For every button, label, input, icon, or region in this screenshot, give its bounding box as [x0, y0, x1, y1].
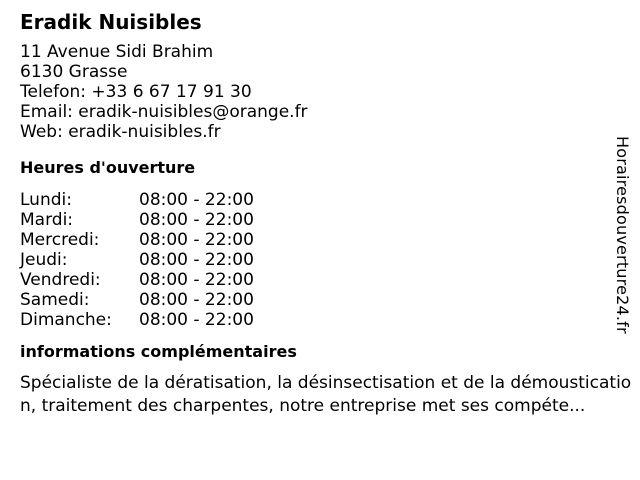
- day-hours: 08:00 - 22:00: [139, 230, 254, 250]
- day-hours: 08:00 - 22:00: [139, 210, 254, 230]
- day-label: Mercredi:: [20, 230, 100, 250]
- phone-line[interactable]: Telefon: +33 6 67 17 91 30: [20, 82, 252, 102]
- day-hours: 08:00 - 22:00: [139, 270, 254, 290]
- hours-row-dimanche: [20, 310, 620, 330]
- email-line[interactable]: Email: eradik-nuisibles@orange.fr: [20, 102, 308, 122]
- web-line[interactable]: Web: eradik-nuisibles.fr: [20, 122, 221, 142]
- side-brand-watermark: Horairesdouverture24.fr: [613, 136, 632, 334]
- contact-block: [20, 42, 620, 142]
- day-hours: 08:00 - 22:00: [139, 190, 254, 210]
- hours-table: [20, 190, 620, 330]
- info-description: Spécialiste de la dératisation, la désinsectisation et de la démoustication, traitement des charpentes, notre entreprise met ses compéte...: [20, 373, 632, 416]
- hours-row-mardi: [20, 210, 620, 230]
- address-street: 11 Avenue Sidi Brahim: [20, 42, 214, 62]
- hours-row-vendredi: [20, 270, 620, 290]
- hours-row-mercredi: [20, 230, 620, 250]
- day-label: Jeudi:: [20, 250, 68, 270]
- day-hours: 08:00 - 22:00: [139, 290, 254, 310]
- day-hours: 08:00 - 22:00: [139, 250, 254, 270]
- day-label: Lundi:: [20, 190, 72, 210]
- hours-heading: Heures d'ouverture: [20, 158, 196, 177]
- hours-row-samedi: [20, 290, 620, 310]
- day-label: Mardi:: [20, 210, 74, 230]
- address-city: 6130 Grasse: [20, 62, 128, 82]
- hours-row-lundi: [20, 190, 620, 210]
- day-hours: 08:00 - 22:00: [139, 310, 254, 330]
- day-label: Samedi:: [20, 290, 90, 310]
- day-label: Dimanche:: [20, 310, 112, 330]
- day-label: Vendredi:: [20, 270, 101, 290]
- hours-row-jeudi: [20, 250, 620, 270]
- business-name: Eradik Nuisibles: [20, 10, 202, 34]
- info-heading: informations complémentaires: [20, 342, 297, 361]
